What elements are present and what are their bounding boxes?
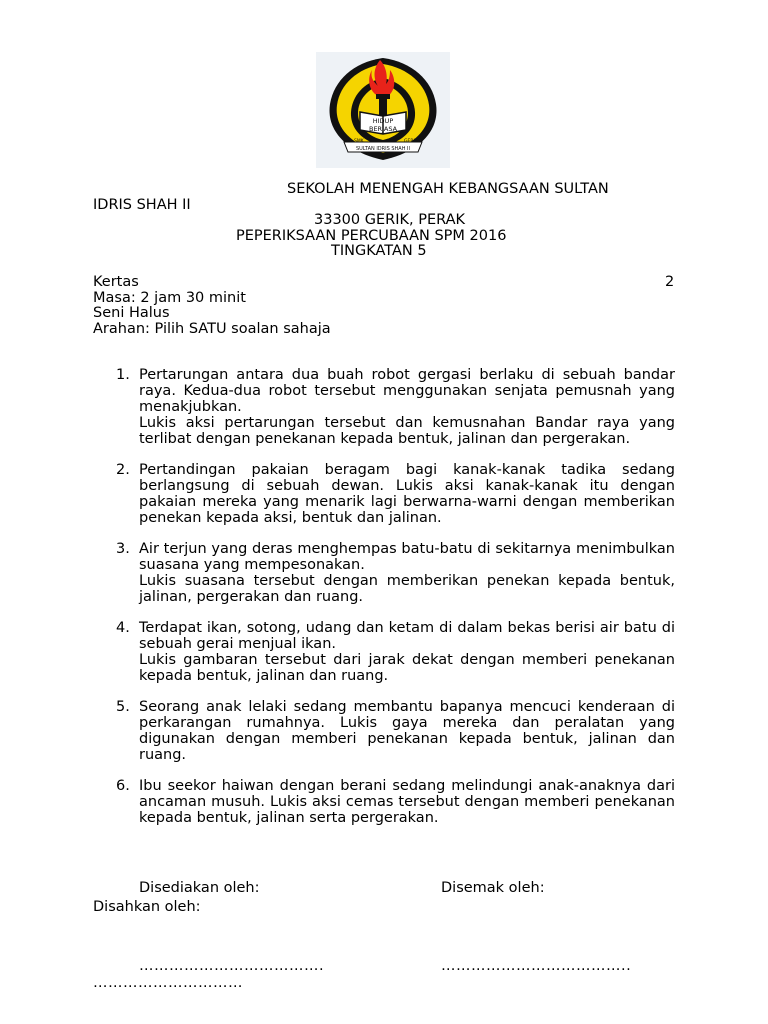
question-number: 5.	[116, 699, 130, 715]
signature-line-prepared: ……………………………….	[139, 958, 325, 974]
paper-number: 2	[665, 274, 675, 290]
question-item	[92, 620, 675, 684]
crest-icon	[316, 52, 450, 168]
approved-by-label: Disahkan oleh:	[93, 899, 201, 915]
checked-by-label: Disemak oleh:	[441, 880, 545, 896]
svg-text:HIDUP: HIDUP	[372, 117, 394, 125]
question-item	[92, 462, 675, 526]
question-text: Ibu seekor haiwan dengan berani sedang melindungi anak-anaknya dari ancaman musuh. Lukis aksi cemas tersebut dengan memberi penekanan kepada bentuk, jalinan serta pergerakan.	[139, 778, 675, 826]
question-text: Terdapat ikan, sotong, udang dan ketam di dalam bekas berisi air batu di sebuah gerai menjual ikan.	[139, 620, 675, 652]
school-address: 33300 GERIK, PERAK	[314, 212, 466, 228]
svg-text:BERJASA: BERJASA	[368, 125, 398, 133]
exam-duration: Masa: 2 jam 30 minit	[93, 290, 246, 306]
question-item	[92, 778, 675, 826]
signature-line-approved: …………………………	[93, 975, 243, 991]
question-task: Lukis aksi pertarungan tersebut dan kemusnahan Bandar raya yang terlibat dengan penekanan kepada bentuk, jalinan dan pergerakan.	[139, 415, 675, 447]
question-number: 6.	[116, 778, 130, 794]
svg-text:GERIK: GERIK	[404, 139, 418, 144]
question-item	[92, 541, 675, 605]
subject-name: Seni Halus	[93, 305, 170, 321]
question-item	[92, 699, 675, 763]
question-text: Seorang anak lelaki sedang membantu bapanya mencuci kenderaan di perkarangan rumahnya. Lukis gaya mereka dan peralatan yang digunakan dengan memberi penekanan kepada bentuk, jalinan dan ruang.	[139, 699, 675, 763]
form-level: TINGKATAN 5	[331, 243, 427, 259]
paper-label: Kertas	[93, 274, 139, 290]
prepared-by-label: Disediakan oleh:	[139, 880, 260, 896]
exam-instruction: Arahan: Pilih SATU soalan sahaja	[93, 321, 331, 337]
question-task: Lukis suasana tersebut dengan memberikan penekan kepada bentuk, jalinan, pergerakan dan ruang.	[139, 573, 675, 605]
question-text: Pertandingan pakaian beragam bagi kanak-kanak tadika sedang berlangsung di sebuah dewan. Lukis aksi kanak-kanak itu dengan pakaian mereka yang menarik lagi berwarna-warni dengan memberikan penekan kepada aksi, bentuk dan jalinan.	[139, 462, 675, 526]
svg-text:SULTAN IDRIS SHAH II: SULTAN IDRIS SHAH II	[355, 146, 411, 152]
question-task: Lukis gambaran tersebut dari jarak dekat dengan memberi penekanan kepada bentuk, jalinan dan ruang.	[139, 652, 675, 684]
question-item	[92, 367, 675, 447]
question-number: 2.	[116, 462, 130, 478]
school-crest-logo	[316, 52, 450, 168]
exam-title: PEPERIKSAAN PERCUBAAN SPM 2016	[236, 228, 507, 244]
question-text: Air terjun yang deras menghempas batu-batu di sekitarnya menimbulkan suasana yang mempesonakan.	[139, 541, 675, 573]
signature-line-checked: ………………………………..	[441, 958, 632, 974]
question-number: 3.	[116, 541, 130, 557]
school-name-line2: IDRIS SHAH II	[93, 197, 191, 213]
svg-text:SMK: SMK	[354, 139, 364, 144]
question-number: 4.	[116, 620, 130, 636]
question-list	[92, 367, 675, 841]
question-number: 1.	[116, 367, 130, 383]
question-text: Pertarungan antara dua buah robot gergasi berlaku di sebuah bandar raya. Kedua-dua robot tersebut menggunakan senjata pemusnah yang menakjubkan.	[139, 367, 675, 415]
school-name-line1: SEKOLAH MENENGAH KEBANGSAAN SULTAN	[287, 181, 609, 197]
